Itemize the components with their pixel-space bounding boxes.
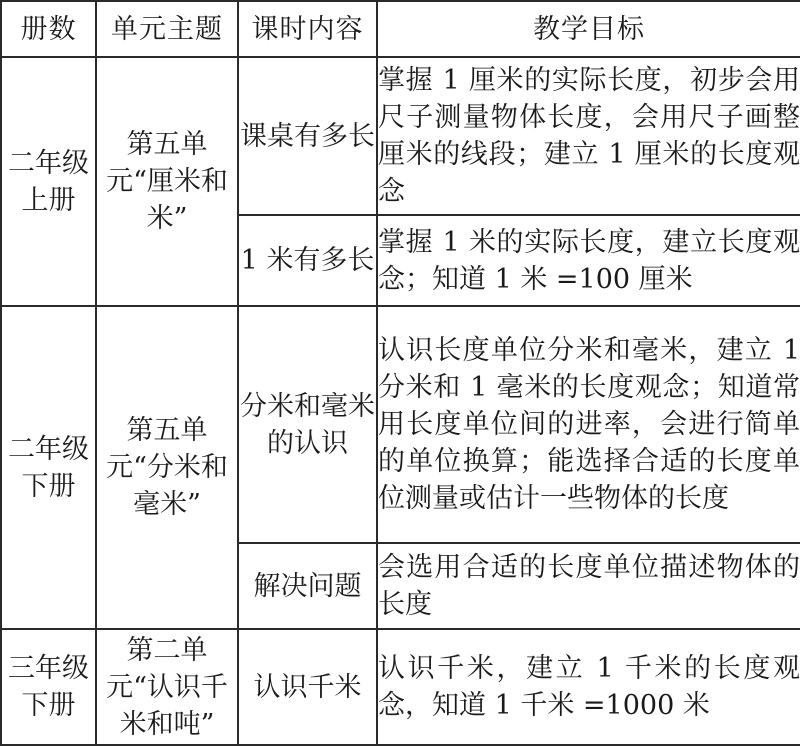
unit-cell [96, 629, 238, 745]
unit-cell [96, 57, 238, 306]
goal-cell [377, 306, 800, 543]
lesson-cell [238, 306, 377, 543]
header-unit-theme: 单元主题 [96, 1, 238, 57]
goal-text: 掌握 1 米的实际长度，建立长度观念；知道 1 米 =100 厘米 [378, 226, 800, 295]
goal-text: 认识长度单位分米和毫米，建立 1 分米和 1 毫米的长度观念；知道常用长度单位间的进率，会进行简单的单位换算；能选择合适的长度单位测量或估计一些物体的长度 [378, 335, 800, 514]
lesson-cell [238, 57, 377, 215]
volume-cell [1, 629, 96, 745]
goal-text: 掌握 1 厘米的实际长度，初步会用尺子测量物体长度，会用尺子画整厘米的线段；建立 1 厘米的长度观念 [378, 65, 800, 207]
goal-cell [377, 629, 800, 745]
goal-cell [377, 543, 800, 629]
header-row [1, 1, 800, 57]
lesson-label: 课桌有多长 [240, 120, 375, 152]
header-lesson-content: 课时内容 [238, 1, 377, 57]
goal-text: 会选用合适的长度单位描述物体的长度 [378, 552, 800, 620]
volume-label: 二年级下册 [8, 433, 89, 502]
volume-label: 二年级上册 [8, 147, 89, 216]
lesson-label: 分米和毫米的认识 [240, 390, 375, 459]
volume-label: 三年级下册 [8, 653, 89, 721]
unit-label: 第五单元“分米和毫米” [106, 415, 228, 520]
header-volume: 册数 [1, 1, 96, 57]
goal-text: 认识千米，建立 1 千米的长度观念，知道 1 千米 =1000 米 [378, 653, 800, 721]
volume-cell [1, 57, 96, 306]
volume-cell [1, 306, 96, 629]
table-row [1, 306, 800, 543]
lesson-cell [238, 543, 377, 629]
header-teaching-goal: 教学目标 [377, 1, 800, 57]
goal-cell [377, 57, 800, 215]
lesson-label: 解决问题 [253, 570, 362, 602]
unit-cell [96, 306, 238, 629]
unit-label: 第二单元“认识千米和吨” [106, 634, 228, 740]
lesson-cell [238, 629, 377, 745]
lesson-label: 认识千米 [253, 671, 362, 703]
lesson-cell [238, 215, 377, 306]
table-row [1, 57, 800, 215]
table-row [1, 629, 800, 745]
lesson-label: 1 米有多长 [240, 245, 375, 276]
unit-label: 第五单元“厘米和米” [106, 129, 228, 234]
goal-cell [377, 215, 800, 306]
